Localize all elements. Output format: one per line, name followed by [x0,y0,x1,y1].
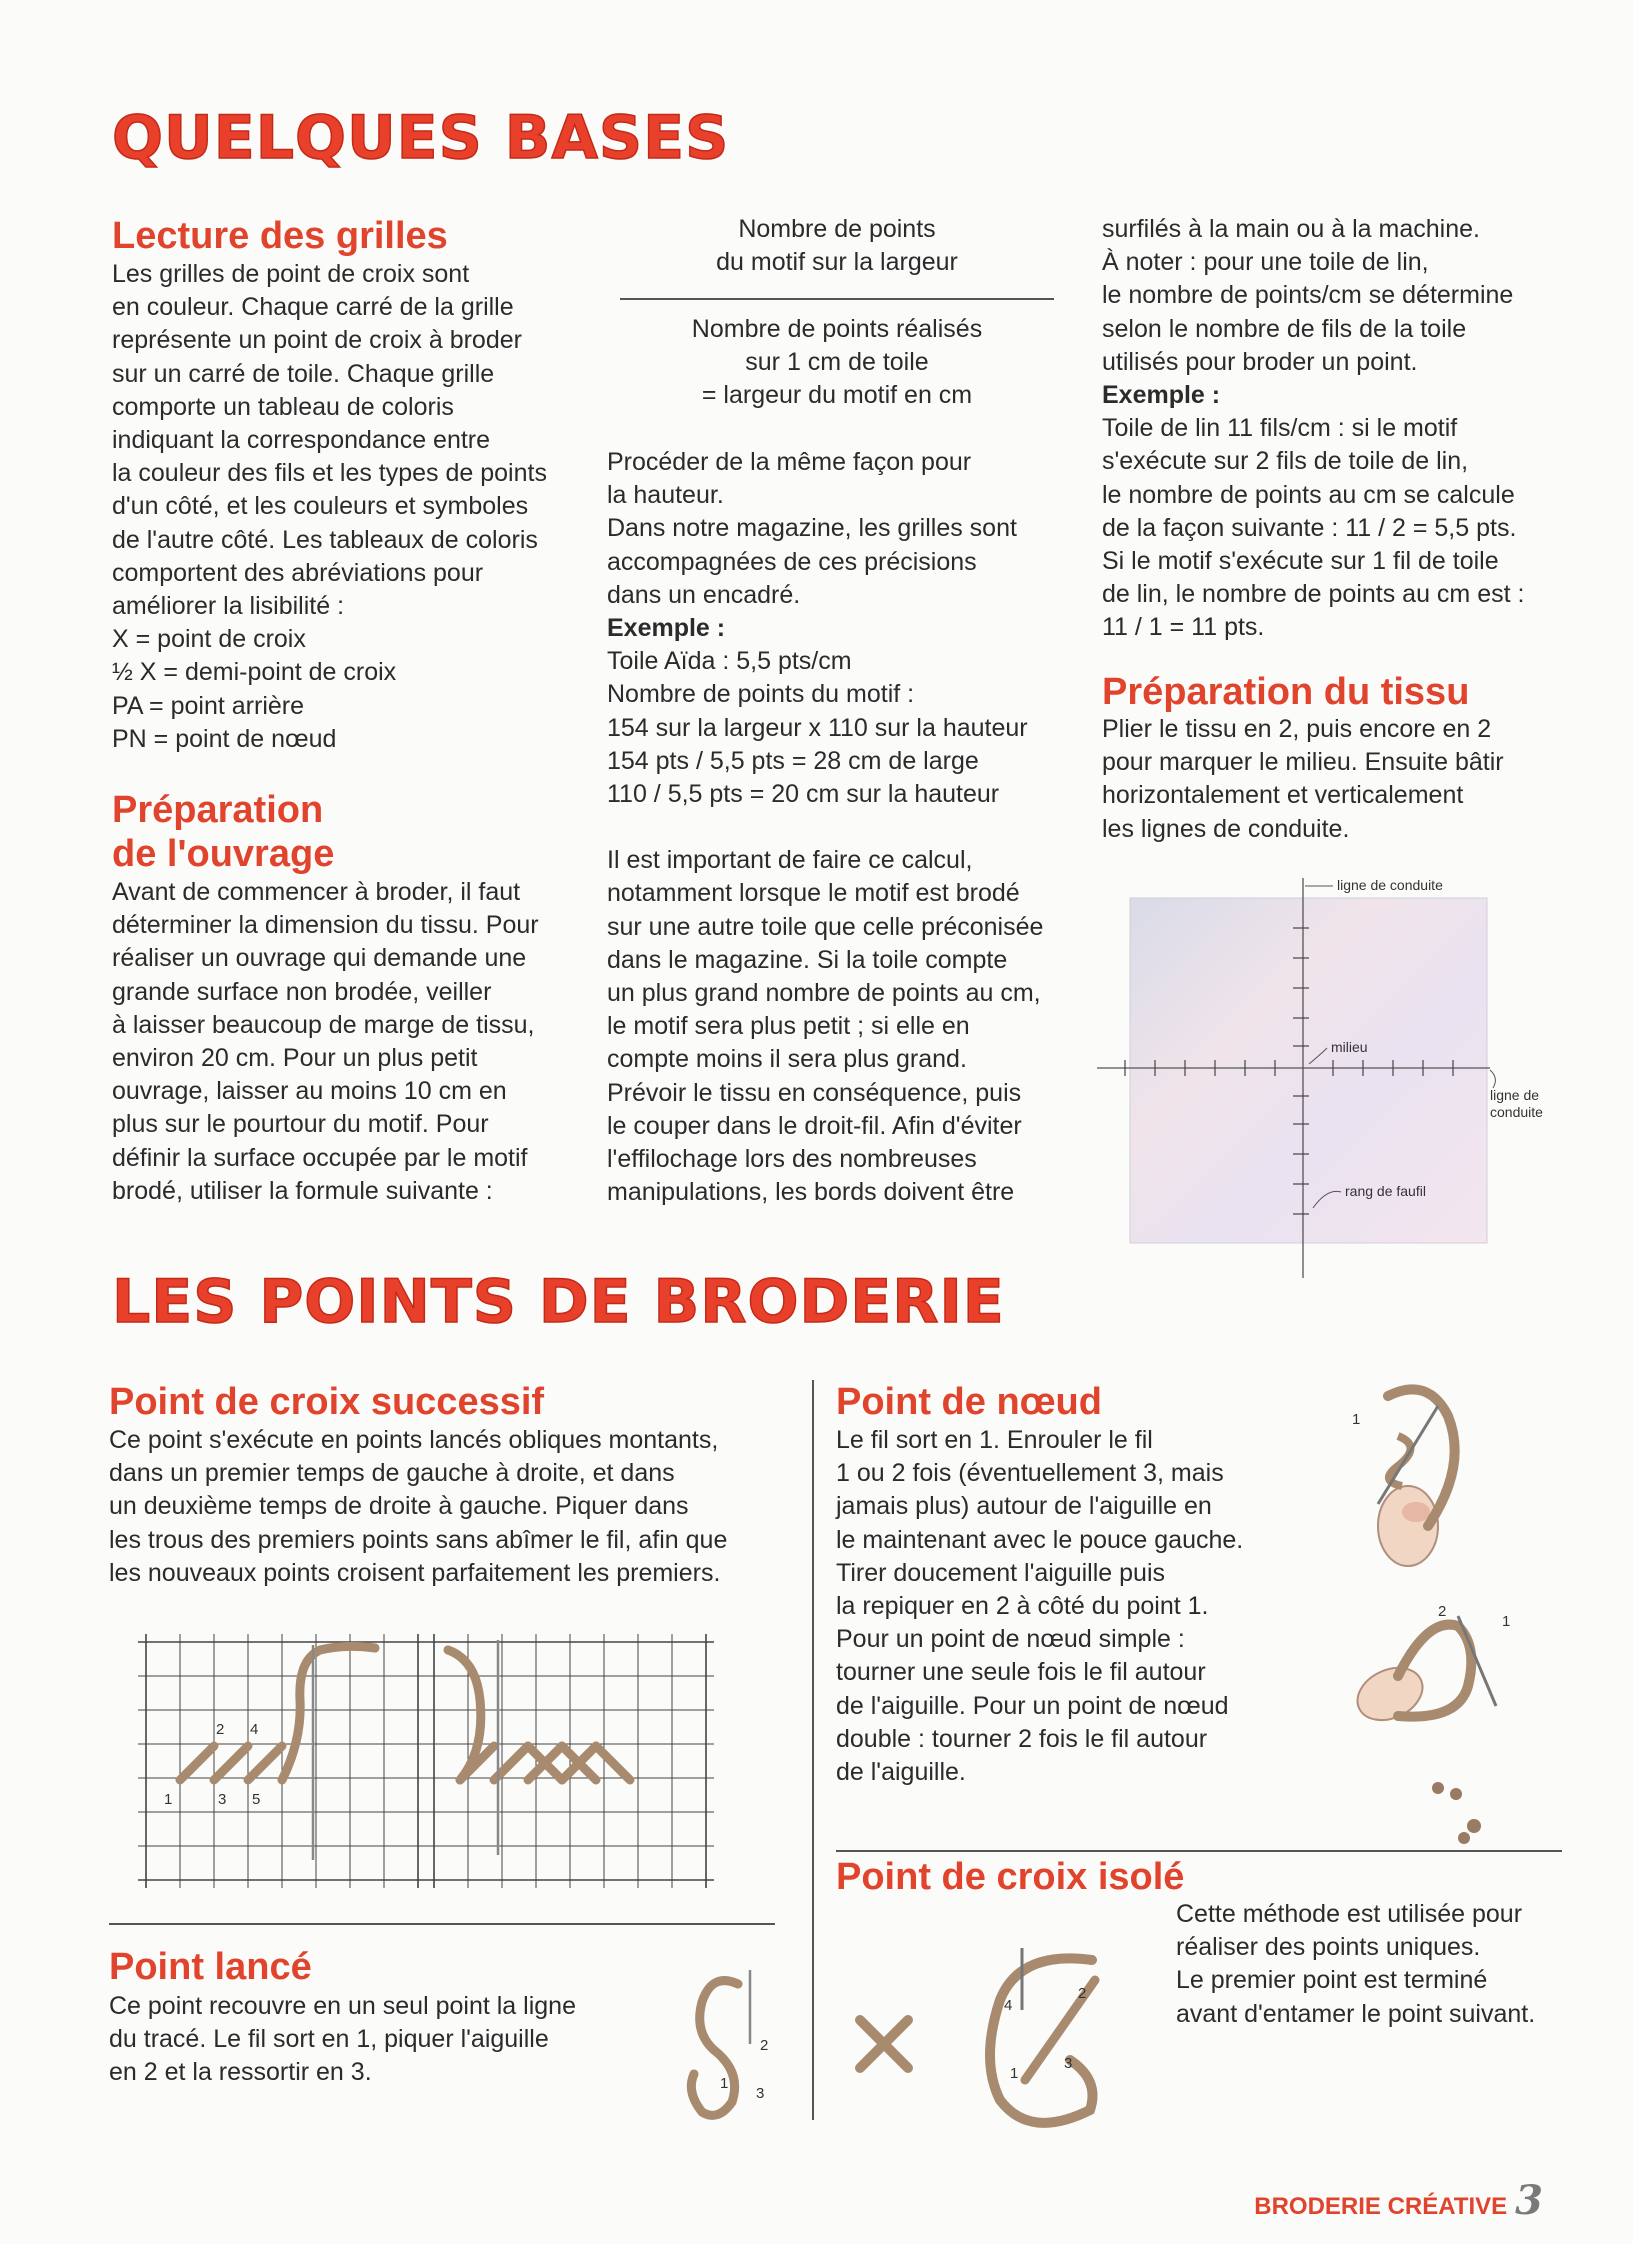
text-line: Le fil sort en 1. Enrouler le fil [836,1426,1153,1454]
text-line: améliorer la lisibilité : [112,592,345,621]
successif-numbers [164,1721,260,1808]
text-line: PN = point de nœud [112,724,337,753]
isole-num-4: 4 [1004,1997,1013,2014]
divider-bottom-right [836,1850,1562,1852]
right-text [1102,213,1524,645]
text-line: Dans notre magazine, les grilles sont [607,514,1017,543]
label-ligne-conduite-right-2: conduite [1490,1104,1543,1120]
text-line: de la façon suivante : 11 / 2 = 5,5 pts. [1102,513,1517,542]
noeud-num-bottom-2: 2 [1438,1603,1447,1620]
text-line: réaliser des points uniques. [1176,1933,1481,1962]
text-line: environ 20 cm. Pour un plus petit [112,1044,478,1073]
fabric-swatch [1130,898,1487,1243]
formula-numerator-2: du motif sur la largeur [716,248,958,277]
text-line: Si le motif s'exécute sur 1 fil de toile [1102,547,1499,576]
text-line: l'effilochage lors des nombreuses [607,1145,977,1174]
text-line: double : tourner 2 fois le fil autour [836,1724,1208,1753]
text-line: indiquant la correspondance entre [112,426,491,455]
text-line: dans un premier temps de gauche à droite, et dans [109,1459,675,1488]
label-ligne-conduite-top: ligne de conduite [1337,877,1443,893]
text-line: Plier le tissu en 2, puis encore en 2 [1102,715,1492,743]
formula-denominator-2: sur 1 cm de toile [745,348,929,377]
fabric-diagram [1095,868,1543,1288]
noeud-text [836,1424,1243,1789]
text-line: utilisés pour broder un point. [1102,347,1418,376]
right-text-b [1102,412,1524,644]
text-line: le maintenant avec le pouce gauche. [836,1525,1244,1554]
page-number: 3 [1515,2177,1543,2224]
isolated-cross [860,2020,908,2068]
text-line: Tirer doucement l'aiguille puis [836,1558,1166,1587]
num-5: 5 [252,1791,261,1808]
text-line: Cette méthode est utilisée pour [1176,1900,1523,1928]
text-line: comporte un tableau de coloris [112,392,454,421]
num-3: 3 [218,1791,227,1808]
text-line: Le premier point est terminé [1176,1966,1488,1995]
text-line: ½ X = demi-point de croix [112,658,397,687]
text-line: tourner une seule fois le fil autour [836,1658,1206,1687]
heading-ouvrage-line-2: de l'ouvrage [112,833,335,875]
middle-text-c [607,844,1043,1209]
text-line: jamais plus) autour de l'aiguille en [836,1492,1212,1521]
text-line: Ce point s'exécute en points lancés obliques montants, [109,1426,719,1454]
text-line: À noter : pour une toile de lin, [1102,248,1429,277]
heading-tissu: Préparation du tissu [1102,671,1470,713]
text-line: grande surface non brodée, veiller [112,977,492,1006]
successif-diagram [130,1620,730,1910]
isole-num-1: 1 [1010,2065,1019,2082]
text-line: Les grilles de point de croix sont [112,260,470,288]
text-line: les lignes de conduite. [1102,814,1350,843]
text-line: le motif sera plus petit ; si elle en [607,1012,970,1041]
label-rang-faufil: rang de faufil [1345,1183,1426,1199]
isole-diagram [850,1940,1170,2140]
label-ligne-conduite-right-1: ligne de [1490,1087,1540,1103]
text-line: PA = point arrière [112,691,305,720]
text-line: avant d'entamer le point suivant. [1176,1999,1536,2028]
formula-denominator [618,313,1056,413]
middle-text [607,446,1043,1209]
noeud-num-top-1: 1 [1352,1411,1361,1428]
heading-lance: Point lancé [109,1946,312,1988]
text-line: le nombre de points/cm se détermine [1102,281,1514,310]
lecture-text [112,258,547,756]
text-line: 1 ou 2 fois (éventuellement 3, mais [836,1459,1224,1488]
middle-text-b [607,645,1043,811]
formula-result: = largeur du motif en cm [701,381,973,410]
footer-label: BRODERIE CRÉATIVE [1254,2193,1508,2220]
text-line: un plus grand nombre de points au cm, [607,979,1041,1008]
heading-successif: Point de croix successif [109,1381,545,1423]
formula-numerator-1: Nombre de points [738,215,936,243]
text-line: à laisser beaucoup de marge de tissu, [112,1010,535,1039]
formula-fraction-bar [620,298,1054,300]
text-line: la repiquer en 2 à côté du point 1. [836,1592,1209,1621]
text-line: Avant de commencer à broder, il faut [112,878,521,906]
text-line: de l'autre côté. Les tableaux de coloris [112,525,538,554]
heading-ouvrage-line-1: Préparation [112,789,324,831]
lance-num-1: 1 [720,2075,729,2092]
heading-noeud: Point de nœud [836,1381,1102,1423]
text-line: le couper dans le droit-fil. Afin d'éviter [607,1111,1022,1140]
text-line: compte moins il sera plus grand. [607,1045,967,1074]
text-line: dans le magazine. Si la toile compte [607,945,1008,974]
text-line: manipulations, les bords doivent être [607,1178,1015,1207]
text-line: Procéder de la même façon pour [607,448,972,476]
text-line: d'un côté, et les couleurs et symboles [112,492,529,521]
text-line: en 2 et la ressortir en 3. [109,2058,372,2087]
middle-exemple-label: Exemple : [607,614,726,643]
right-text-a [1102,213,1524,379]
right-exemple-label: Exemple : [1102,381,1221,410]
heading-ouvrage [112,788,334,876]
text-line: notamment lorsque le motif est brodé [607,879,1020,908]
text-line: selon le nombre de fils de la toile [1102,314,1467,343]
text-line: s'exécute sur 2 fils de toile de lin, [1102,447,1469,476]
text-line: accompagnées de ces précisions [607,547,977,576]
knots [1432,1782,1481,1844]
heading-lecture: Lecture des grilles [112,215,448,257]
text-line: 110 / 5,5 pts = 20 cm sur la hauteur [607,780,1000,809]
isole-num-3: 3 [1064,2055,1073,2072]
text-line: X = point de croix [112,625,306,654]
middle-text-a [607,446,1043,612]
text-line: réaliser un ouvrage qui demande une [112,944,527,973]
text-line: plus sur le pourtour du motif. Pour [112,1110,489,1139]
lance-num-3: 3 [756,2085,765,2102]
text-line: de lin, le nombre de points au cm est : [1102,580,1525,609]
footer [1254,2177,1543,2224]
divider-vertical [812,1380,814,2120]
text-line: les nouveaux points croisent parfaitement les premiers. [109,1558,721,1587]
text-line: Toile de lin 11 fils/cm : si le motif [1102,414,1458,443]
text-line: 154 sur la largeur x 110 sur la hauteur [607,713,1028,742]
formula-numerator [618,213,1056,279]
text-line: le nombre de points au cm se calcule [1102,480,1515,509]
formula-denominator-1: Nombre de points réalisés [691,315,983,343]
tissu-text [1102,713,1504,846]
title-points-broderie: LES POINTS DE BRODERIE [112,1267,1005,1337]
heading-isole: Point de croix isolé [836,1856,1185,1898]
text-line: 154 pts / 5,5 pts = 28 cm de large [607,746,979,775]
text-line: comportent des abréviations pour [112,558,484,587]
text-line: de l'aiguille. [836,1758,966,1787]
successif-text [109,1424,727,1590]
text-line: déterminer la dimension du tissu. Pour [112,911,539,940]
lance-text [109,1990,576,2090]
num-1: 1 [164,1791,173,1808]
text-line: Ce point recouvre en un seul point la ligne [109,1992,576,2020]
grid-left [138,1634,426,1888]
text-line: pour marquer le milieu. Ensuite bâtir [1102,748,1504,777]
text-line: dans un encadré. [607,580,801,609]
label-milieu: milieu [1331,1039,1368,1055]
title-quelques-bases: QUELQUES BASES [112,103,730,173]
ouvrage-text [112,876,539,1208]
text-line: la couleur des fils et les types de points [112,459,547,488]
num-4: 4 [250,1721,259,1738]
text-line: brodé, utiliser la formule suivante : [112,1176,493,1205]
noeud-diagram [1338,1376,1518,1846]
text-line: sur un carré de toile. Chaque grille [112,359,495,388]
text-line: définir la surface occupée par le motif [112,1143,528,1172]
text-line: la hauteur. [607,481,724,510]
isole-num-2: 2 [1078,1985,1087,2002]
text-line: en couleur. Chaque carré de la grille [112,293,514,322]
text-line: Toile Aïda : 5,5 pts/cm [607,647,852,676]
text-line: Il est important de faire ce calcul, [607,846,973,875]
text-line: représente un point de croix à broder [112,326,522,355]
isole-text [1176,1898,1535,2031]
text-line: Prévoir le tissu en conséquence, puis [607,1078,1022,1107]
text-line: ouvrage, laisser au moins 10 cm en [112,1077,507,1106]
text-line: Nombre de points du motif : [607,680,915,709]
text-line: les trous des premiers points sans abîmer le fil, afin que [109,1525,728,1554]
text-line: du tracé. Le fil sort en 1, piquer l'aiguille [109,2025,549,2054]
num-2: 2 [216,1721,225,1738]
text-line: un deuxième temps de droite à gauche. Piquer dans [109,1492,689,1521]
noeud-num-bottom-1: 1 [1502,1613,1511,1630]
text-line: de l'aiguille. Pour un point de nœud [836,1691,1229,1720]
text-line: horizontalement et verticalement [1102,781,1464,810]
divider-bottom-left [109,1923,775,1925]
lance-num-2: 2 [760,2037,769,2054]
text-line: sur une autre toile que celle préconisée [607,912,1044,941]
text-line: Pour un point de nœud simple : [836,1625,1185,1654]
text-line: surfilés à la main ou à la machine. [1102,215,1480,243]
lance-diagram [672,1962,792,2132]
text-line: 11 / 1 = 11 pts. [1102,613,1265,642]
